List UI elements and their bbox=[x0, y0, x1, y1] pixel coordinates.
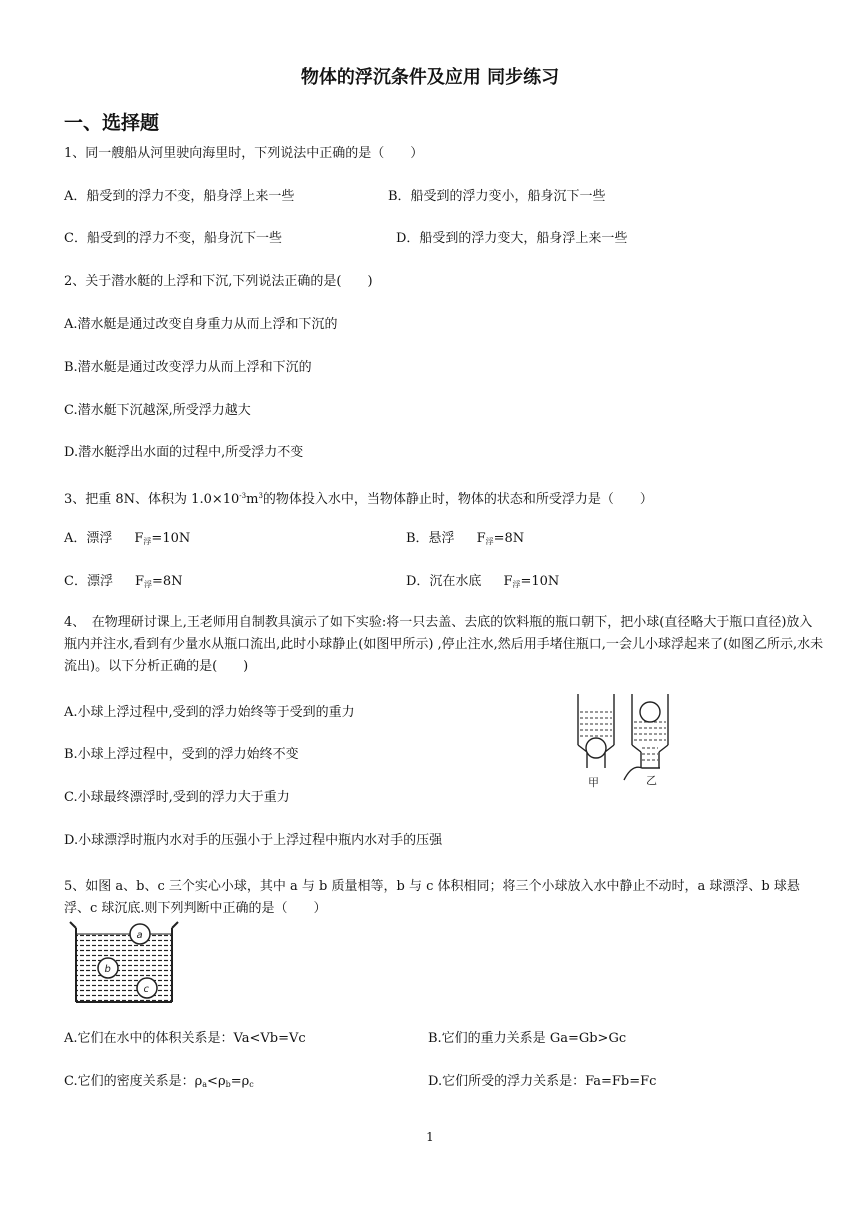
q3-f-subscript: 浮 bbox=[143, 580, 152, 589]
q1-stem: 1、同一艘船从河里驶向海里时，下列说法中正确的是（ ） bbox=[64, 146, 424, 161]
q3-option-d-label: D．沉在水底 bbox=[406, 574, 482, 589]
fig-label-jia: 甲 bbox=[588, 776, 599, 789]
q3-f-symbol: F bbox=[134, 531, 144, 546]
q3-option-a bbox=[64, 530, 190, 551]
section-heading: 一、选择题 bbox=[64, 112, 160, 134]
q1-option-c: C．船受到的浮力不变，船身沉下一些 bbox=[64, 231, 282, 246]
q3-stem-post: 的物体投入水中，当物体静止时，物体的状态和所受浮力是（ ） bbox=[262, 492, 653, 507]
q3-f-symbol: F bbox=[476, 531, 486, 546]
ball-a-label: a bbox=[136, 930, 143, 941]
q5-option-b: B.它们的重力关系是 Ga=Gb>Gc bbox=[428, 1031, 627, 1046]
q2-option-c: C.潜水艇下沉越深,所受浮力越大 bbox=[64, 403, 251, 418]
fig-label-yi: 乙 bbox=[646, 774, 657, 787]
q5-option-c bbox=[64, 1073, 254, 1094]
q3-option-c-label: C．漂浮 bbox=[64, 574, 113, 589]
q3-option-a-label: A．漂浮 bbox=[64, 531, 113, 546]
q3-option-c-value: =8N bbox=[151, 574, 183, 589]
q4-stem: 4、 在物理研讨课上,王老师用自制教具演示了如下实验:将一只去盖、去底的饮料瓶的瓶口朝下，把小球(直径略大于瓶口直径)放入瓶内并注水,看到有少量水从瓶口流出,此时小球静止(如图甲所示) ,停止注水,然后用手堵住瓶口,一会儿小球浮起来了(如图乙所示,水未流出)。以下分析正确的是( ) bbox=[64, 615, 824, 674]
q3-option-a-value: =10N bbox=[151, 531, 191, 546]
q3-option-d-value: =10N bbox=[520, 574, 560, 589]
q2-option-a: A.潜水艇是通过改变自身重力从而上浮和下沉的 bbox=[64, 317, 338, 332]
q1-option-b: B．船受到的浮力变小，船身沉下一些 bbox=[388, 189, 606, 204]
q5-rho-b-subscript: b bbox=[225, 1080, 231, 1089]
q4-option-d: D.小球漂浮时瓶内水对手的压强小于上浮过程中瓶内水对手的压强 bbox=[64, 833, 443, 848]
q5-option-c-eq: =ρ bbox=[230, 1074, 250, 1089]
q3-f-symbol: F bbox=[134, 574, 144, 589]
q3-stem-unit-exponent: 3 bbox=[258, 492, 263, 500]
bottle-jia bbox=[578, 694, 614, 768]
bottle-yi bbox=[624, 694, 668, 780]
q5-stem: 5、如图 a、b、c 三个实心小球，其中 a 与 b 质量相等，b 与 c 体积相同；将三个小球放入水中静止不动时，a 球漂浮、b 球悬浮、c 球沉底.则下列判断中正确的是（ ） bbox=[64, 879, 800, 916]
q3-f-subscript: 浮 bbox=[143, 537, 152, 546]
page-title: 物体的浮沉条件及应用 同步练习 bbox=[300, 67, 560, 88]
q3-option-c bbox=[64, 573, 183, 594]
q3-stem bbox=[64, 487, 653, 509]
q2-option-b: B.潜水艇是通过改变浮力从而上浮和下沉的 bbox=[64, 360, 312, 375]
q5-option-d: D.它们所受的浮力关系是：Fa=Fb=Fc bbox=[428, 1074, 657, 1089]
q1-option-d: D．船受到的浮力变大，船身浮上来一些 bbox=[396, 231, 628, 246]
q5-option-c-lt: <ρ bbox=[207, 1074, 226, 1089]
q2-option-d: D.潜水艇浮出水面的过程中,所受浮力不变 bbox=[64, 445, 304, 460]
ball-b-label: b bbox=[104, 964, 111, 975]
q3-option-b bbox=[406, 530, 524, 551]
water bbox=[76, 934, 172, 1002]
q3-option-d bbox=[406, 573, 559, 594]
q3-option-b-value: =8N bbox=[493, 531, 525, 546]
page-number: 1 bbox=[426, 1130, 434, 1144]
ball-c-label: c bbox=[143, 984, 149, 995]
q5-option-c-pre: C.它们的密度关系是：ρ bbox=[64, 1074, 203, 1089]
q4-option-c: C.小球最终漂浮时,受到的浮力大于重力 bbox=[64, 790, 290, 805]
q2-stem: 2、关于潜水艇的上浮和下沉,下列说法正确的是( ) bbox=[64, 274, 373, 289]
q5-option-a: A.它们在水中的体积关系是：Va<Vb=Vc bbox=[64, 1031, 306, 1046]
q3-stem-pre: 3、把重 8N、体积为 1.0×10 bbox=[64, 492, 240, 507]
q4-bottle-figure bbox=[574, 690, 674, 790]
q5-beaker-figure bbox=[68, 918, 180, 1006]
q1-option-a: A．船受到的浮力不变，船身浮上来一些 bbox=[64, 189, 295, 204]
q5-rho-a-subscript: a bbox=[202, 1080, 208, 1089]
q4-option-a: A.小球上浮过程中,受到的浮力始终等于受到的重力 bbox=[64, 705, 355, 720]
ball-yi bbox=[640, 702, 660, 722]
q3-f-subscript: 浮 bbox=[512, 580, 521, 589]
ball-b bbox=[98, 958, 118, 978]
ball-jia bbox=[586, 738, 606, 758]
q3-stem-exponent: -3 bbox=[239, 492, 247, 500]
q3-option-b-label: B．悬浮 bbox=[406, 531, 455, 546]
q3-f-symbol: F bbox=[503, 574, 513, 589]
q3-stem-unit: m bbox=[246, 492, 259, 507]
ball-c bbox=[137, 978, 157, 998]
q5-rho-c-subscript: c bbox=[249, 1080, 254, 1089]
q4-option-b: B.小球上浮过程中，受到的浮力始终不变 bbox=[64, 747, 299, 762]
q3-f-subscript: 浮 bbox=[485, 537, 494, 546]
ball-a bbox=[130, 924, 150, 944]
